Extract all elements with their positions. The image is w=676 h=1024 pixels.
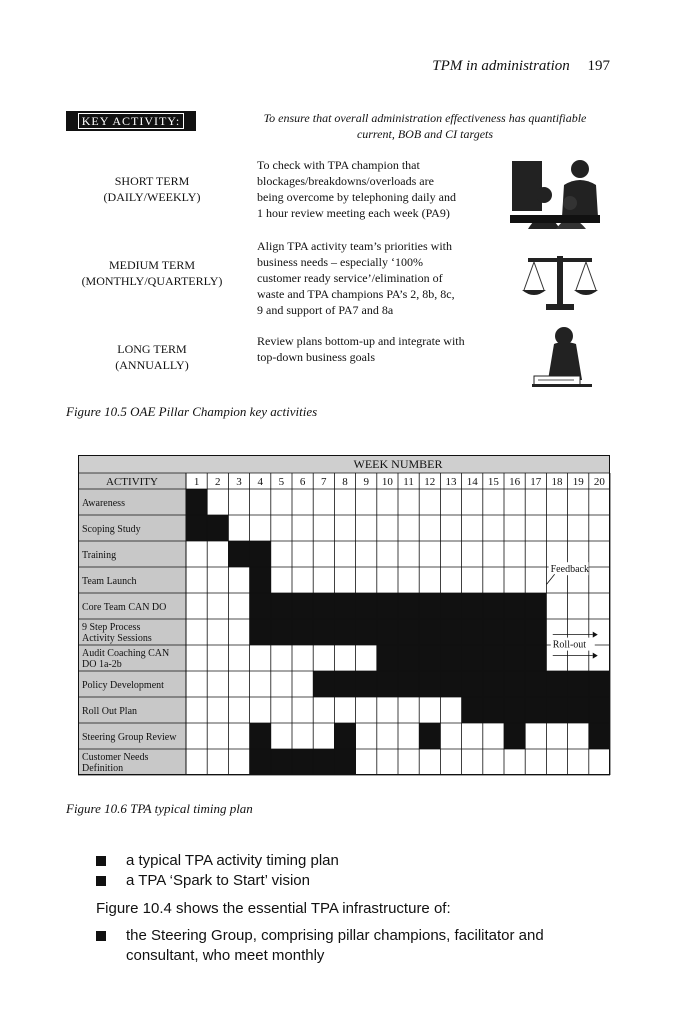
gantt-bar-cell [419,723,440,749]
gantt-bar-cell [568,697,589,723]
gantt-bar-cell [313,749,334,775]
gantt-bar-cell [271,619,292,645]
gantt-bar-cell [271,593,292,619]
gantt-bar-cell [589,723,610,749]
gantt-bar-cell [292,593,313,619]
gantt-bar-cell [250,567,271,593]
gantt-bar-cell [546,697,567,723]
week-number-label: 17 [530,476,542,488]
activity-label: Awareness [82,498,125,509]
figure-10-6-caption: Figure 10.6 TPA typical timing plan [66,801,253,816]
gantt-bar-cell [419,645,440,671]
activity-label: Scoping Study [82,524,141,535]
week-number-label: 1 [193,476,200,488]
gantt-bar-cell [525,697,546,723]
gantt-bar-cell [228,541,249,567]
gantt-bar-cell [440,645,461,671]
figure-10-5-caption: Figure 10.5 OAE Pillar Champion key activities [66,404,318,419]
gantt-bar-cell [398,671,419,697]
week-number-label: 7 [321,476,327,488]
bullet-square-icon [96,856,106,866]
page-number: 197 [587,58,610,74]
gantt-bar-cell [419,671,440,697]
list-item: a TPA ‘Spark to Start’ vision [96,871,626,891]
bullet-square-icon [96,931,106,941]
desc-medium: Align TPA activity team’s priorities with business needs – especially ‘100% customer ready service’/elimination of waste and TPA champions PA’s 2, 8b, 8c, 9 and support of PA7 and 8a [257,239,455,317]
gantt-bar-cell [377,671,398,697]
gantt-bar-cell [334,593,355,619]
week-number-label: 3 [236,476,242,488]
week-number-label: 12 [424,476,436,488]
gantt-bar-cell [504,697,525,723]
gantt-bar-cell [250,541,271,567]
gantt-bar-cell [377,619,398,645]
gantt-bar-cell [334,749,355,775]
week-number-label: 14 [466,476,478,488]
gantt-bar-cell [525,645,546,671]
rollout-annotation: Roll-out [552,639,587,651]
gantt-bar-cell [568,671,589,697]
meeting-people-icon [510,155,602,231]
gantt-bar-cell [462,671,483,697]
gantt-bar-cell [483,619,504,645]
week-number-label: 16 [509,476,521,488]
gantt-bar-cell [292,619,313,645]
feedback-pointer [547,574,555,584]
term-long: LONG TERM (ANNUALLY) [115,342,189,372]
week-number-label: 11 [403,476,414,488]
gantt-bar-cell [334,619,355,645]
gantt-bar-cell [589,671,610,697]
activity-label: Team Launch [82,576,137,587]
rollout-arrowhead [593,632,598,638]
person-at-desk-icon [530,322,598,390]
gantt-bar-cell [440,671,461,697]
gantt-bar-cell [334,671,355,697]
gantt-bar-cell [313,593,334,619]
gantt-bar-cell [377,593,398,619]
gantt-bar-cell [504,593,525,619]
activity-header: ACTIVITY [106,476,158,488]
gantt-bar-cell [504,671,525,697]
week-number-label: 2 [215,476,221,488]
gantt-bar-cell [462,619,483,645]
balance-scales-icon [520,250,600,314]
gantt-bar-cell [250,723,271,749]
week-number-title: WEEK NUMBER [353,457,443,471]
gantt-bar-cell [462,593,483,619]
header-title: TPM in administration [432,58,570,74]
week-number-header-bg [78,455,610,473]
gantt-bar-cell [313,671,334,697]
gantt-bar-cell [356,619,377,645]
key-activity-text: To ensure that overall administration effectiveness has quantifiable current, BOB and CI targets [263,111,587,141]
gantt-bar-cell [398,593,419,619]
activity-label: Steering Group Review [82,732,177,743]
feedback-annotation: Feedback [550,564,589,576]
rollout-arrowhead [593,653,598,659]
gantt-bar-cell [186,489,207,515]
activity-label: Roll Out Plan [82,706,138,717]
gantt-bar-cell [271,749,292,775]
gantt-bar-cell [313,619,334,645]
gantt-bar-cell [462,697,483,723]
activity-label: 9 Step Process [82,622,141,633]
week-number-label: 9 [363,476,369,488]
gantt-bar-cell [483,593,504,619]
gantt-svg [78,455,612,781]
week-number-label: 8 [342,476,348,488]
timing-plan-chart [78,455,612,786]
week-number-label: 20 [593,476,605,488]
desc-short: To check with TPA champion that blockages/breakdowns/overloads are being overcome by telephoning daily and 1 hour review meeting each week (PA9) [257,158,456,220]
gantt-bar-cell [419,593,440,619]
week-number-label: 15 [487,476,499,488]
gantt-bar-cell [504,619,525,645]
gantt-bar-cell [525,619,546,645]
gantt-bar-cell [462,645,483,671]
gantt-bar-cell [589,697,610,723]
gantt-bar-cell [334,723,355,749]
gantt-bar-cell [398,619,419,645]
week-number-label: 19 [572,476,584,488]
gantt-bar-cell [250,593,271,619]
week-number-label: 5 [278,476,285,488]
gantt-bar-cell [525,593,546,619]
gantt-bar-cell [207,515,228,541]
week-number-label: 6 [299,476,306,488]
activity-label: Activity Sessions [82,633,152,644]
gantt-bar-cell [292,749,313,775]
gantt-bar-cell [483,671,504,697]
gantt-bar-cell [440,593,461,619]
gantt-bar-cell [440,619,461,645]
bullet-square-icon [96,876,106,886]
activity-label: Definition [82,763,124,774]
gantt-bar-cell [250,749,271,775]
bullet-list [96,851,626,891]
gantt-bar-cell [504,645,525,671]
activity-label: Training [82,550,117,561]
body-paragraph: Figure 10.4 shows the essential TPA infrastructure of: [96,900,451,917]
term-medium: MEDIUM TERM (MONTHLY/QUARTERLY) [81,258,223,288]
week-number-label: 4 [257,476,263,488]
gantt-bar-cell [525,671,546,697]
desc-long: Review plans bottom-up and integrate with top-down business goals [257,334,465,364]
activity-label: Audit Coaching CAN [82,648,170,659]
key-activity-label: KEY ACTIVITY: [66,111,196,131]
gantt-bar-cell [250,619,271,645]
activity-label: DO 1a-2b [82,659,122,670]
gantt-bar-cell [483,645,504,671]
gantt-bar-cell [419,619,440,645]
activity-label: Core Team CAN DO [82,602,167,613]
gantt-bar-cell [483,697,504,723]
gantt-bar-cell [398,645,419,671]
gantt-bar-cell [356,671,377,697]
gantt-bar-cell [546,671,567,697]
week-number-label: 18 [551,476,563,488]
gantt-bar-cell [504,723,525,749]
gantt-bar-cell [186,515,207,541]
activity-label: Policy Development [82,680,164,691]
running-header [432,58,610,75]
week-number-label: 10 [381,476,393,488]
week-number-label: 13 [445,476,457,488]
gantt-bar-cell [377,645,398,671]
activity-label: Customer Needs [82,752,149,763]
list-item: a typical TPA activity timing plan [96,851,626,871]
term-short: SHORT TERM (DAILY/WEEKLY) [103,174,201,204]
gantt-bar-cell [356,593,377,619]
list-item: the Steering Group, comprising pillar champions, facilitator and consultant, who meet monthly [96,926,616,966]
